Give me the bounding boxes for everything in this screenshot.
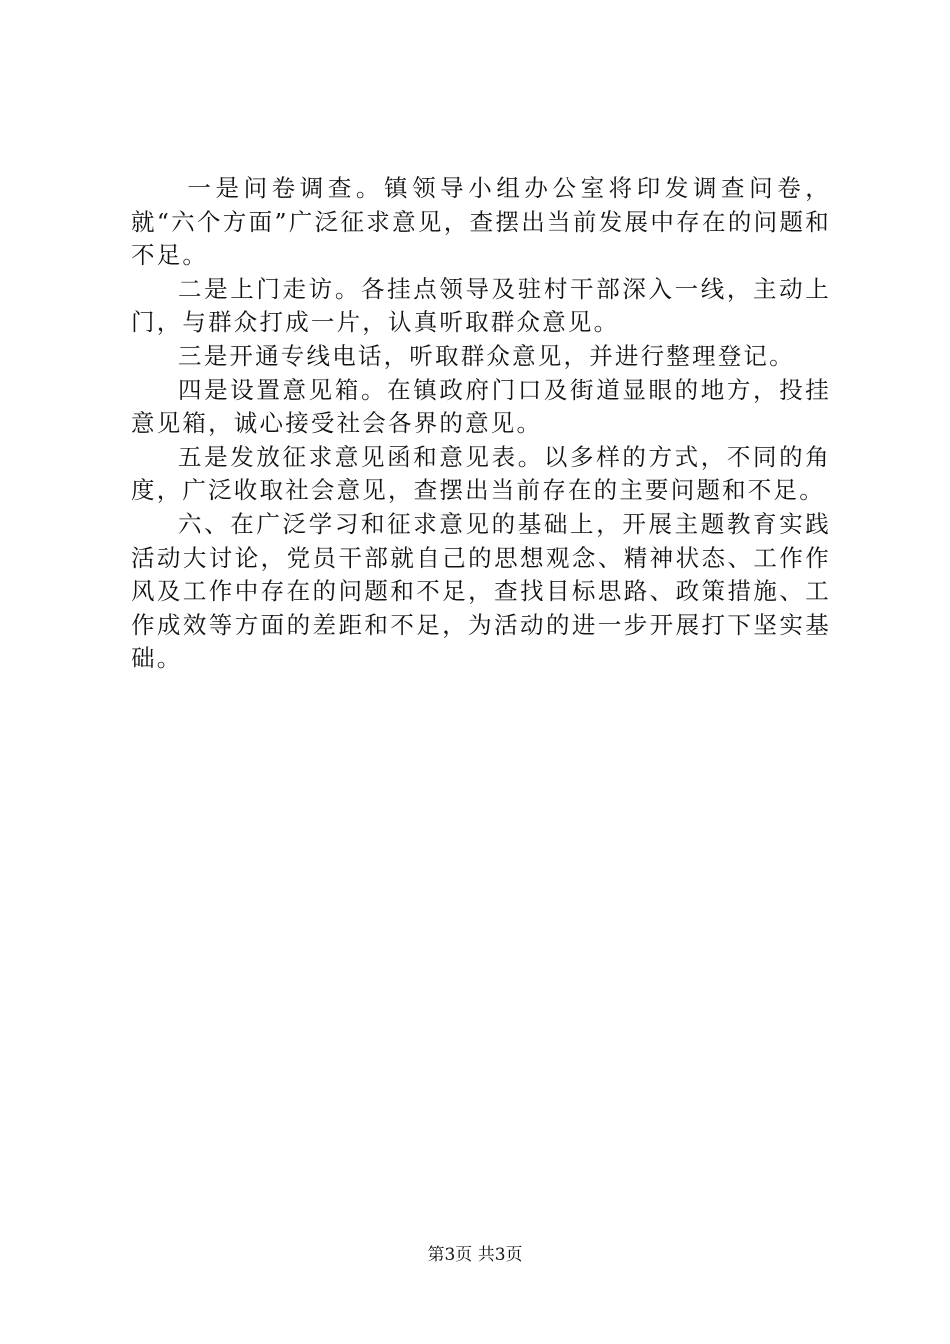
document-body [131,172,831,676]
paragraph-discussion: 六、在广泛学习和征求意见的基础上，开展主题教育实践活动大讨论，党员干部就自己的思想观念、精神状态、工作作风及工作中存在的问题和不足，查找目标思路、政策措施、工作成效等方面的差距和不足，为活动的进一步开展打下坚实基础。 [131,509,831,673]
page-number-footer: 第3页 共3页 [427,1245,523,1265]
paragraph-door-visits: 二是上门走访。各挂点领导及驻村干部深入一线，主动上门，与群众打成一片，认真听取群众意见。 [131,274,831,337]
paragraph-suggestion-box: 四是设置意见箱。在镇政府门口及街道显眼的地方，投挂意见箱，诚心接受社会各界的意见。 [131,375,831,438]
paragraph-questionnaire: 一是问卷调查。镇领导小组办公室将印发调查问卷，就“六个方面”广泛征求意见，查摆出当前发展中存在的问题和不足。 [131,174,831,270]
paragraph-hotline: 三是开通专线电话，听取群众意见，并进行整理登记。 [178,341,795,370]
paragraph-opinion-letters: 五是发放征求意见函和意见表。以多样的方式，不同的角度，广泛收取社会意见，查摆出当前存在的主要问题和不足。 [131,442,831,505]
